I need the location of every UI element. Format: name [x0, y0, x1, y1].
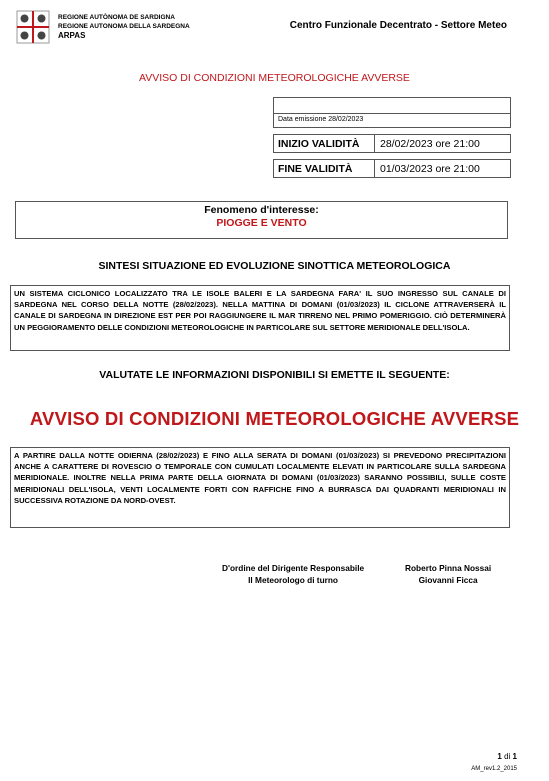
signature-role-block [222, 562, 364, 586]
page-current: 1 [497, 752, 502, 761]
page-number [497, 752, 517, 761]
validity-end-divider [374, 160, 375, 177]
emission-date: Data emissione 28/02/2023 [278, 116, 364, 123]
validity-start-row [273, 134, 511, 153]
synopsis-title: SINTESI SITUAZIONE ED EVOLUZIONE SINOTTICA METEOROLOGICA [98, 260, 451, 272]
validity-end-label: FINE VALIDITÀ [278, 163, 353, 175]
emission-divider [274, 113, 510, 114]
region-name-italian: REGIONE AUTONOMA DELLA SARDEGNA [58, 22, 190, 30]
warning-title: AVVISO DI CONDIZIONI METEOROLOGICHE AVVERSE [29, 408, 520, 429]
region-name-sardinian: REGIONE AUTÒNOMA DE SARDIGNA [58, 14, 175, 21]
validity-end-value: 01/03/2023 ore 21:00 [380, 163, 480, 175]
validity-end-row [273, 159, 511, 178]
signature-names-block [405, 562, 491, 586]
signature-role-line-2: Il Meteorologo di turno [248, 575, 338, 585]
coat-of-arms-icon [16, 10, 50, 44]
signature-role-line-1: D'ordine del Dirigente Responsabile [222, 563, 365, 573]
phenomenon-box [15, 201, 508, 239]
agency-name: ARPAS [58, 31, 86, 40]
page-total: 1 [512, 752, 517, 761]
phenomenon-label: Fenomeno d'interesse: [204, 204, 319, 216]
page-separator: di [501, 752, 513, 761]
evaluation-statement: VALUTATE LE INFORMAZIONI DISPONIBILI SI EMETTE IL SEGUENTE: [99, 369, 450, 381]
signature-name-1: Roberto Pinna Nossai [405, 563, 492, 573]
document-title: AVVISO DI CONDIZIONI METEOROLOGICHE AVVERSE [139, 72, 410, 84]
region-name-block [58, 14, 190, 40]
emission-box [273, 97, 511, 128]
warning-text: A PARTIRE DALLA NOTTE ODIERNA (28/02/2023) E FINO ALLA SERATA DI DOMANI (01/03/2023) SI PREVEDONO PRECIPITAZIONI ANCHE A CARATTERE DI ROVESCIO O TEMPORALE CON CUMULATI LOCALMENTE ELEVATI IN PARTICOLARE SULLA SARDEGNA MERIDIONALE. INOLTRE NELLA PRIMA PARTE DELLA GIORNATA DI DOMANI (01/03/2023) SARANNO POSSIBILI, SULLE COSTE MERIDIONALI DELL'ISOLA, VENTI LOCALMENTE FORTI CON RAFFICHE FINO A BURRASCA DAI QUADRANTI MERIDIONALI IN SUCCESSIVA ROTAZIONE DA NORD-OVEST. [10, 447, 510, 528]
revision-code: AM_rev1.2_2015 [471, 766, 517, 772]
synopsis-text: UN SISTEMA CICLONICO LOCALIZZATO TRA LE ISOLE BALERI E LA SARDEGNA FARA' IL SUO INGRESSO SUL CANALE DI SARDEGNA NEL CORSO DELLA NOTTE (28/02/2023). NELLA MATTINA DI DOMANI (01/03/2023) IL CICLONE ATTRAVERSERÀ IL CANALE DI SARDEGNA IN DIREZIONE EST PER POI RAGGIUNGERE IL MAR TIRRENO NEL PRIMO POMERIGGIO. CIÒ DETERMINERÀ UN PEGGIORAMENTO DELLE CONDIZIONI METEOROLOGICHE IN PARTICOLARE SUL SETTORE MERIDIONALE DELL'ISOLA. [10, 285, 510, 351]
center-title: Centro Funzionale Decentrato - Settore Meteo [289, 20, 507, 31]
phenomenon-value: PIOGGE E VENTO [216, 217, 307, 229]
validity-start-value: 28/02/2023 ore 21:00 [380, 138, 480, 150]
validity-start-label: INIZIO VALIDITÀ [278, 138, 360, 150]
signature-name-2: Giovanni Ficca [418, 575, 478, 585]
validity-start-divider [374, 135, 375, 152]
